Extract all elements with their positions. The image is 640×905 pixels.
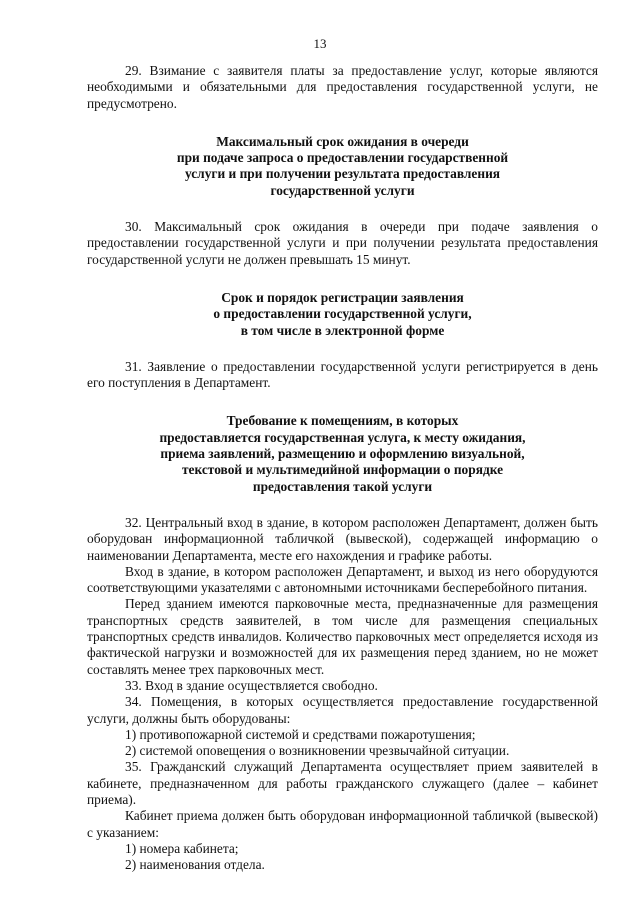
page-number: 13 (313, 36, 327, 51)
heading-line: предоставляется государственная услуга, к месту ожидания, (159, 429, 526, 445)
heading-line: о предоставлении государственной услуги, (213, 306, 472, 322)
heading-line: Требование к помещениям, в которых (226, 413, 459, 429)
document-body (87, 63, 598, 873)
heading-line: Срок и порядок регистрации заявления (221, 289, 464, 305)
list-item-35-1: 1) номера кабинета; (125, 840, 239, 856)
list-item-34-1: 1) противопожарной системой и средствами пожаротушения; (125, 726, 476, 742)
heading-line: Максимальный срок ожидания в очереди (216, 133, 469, 149)
heading-line: при подаче запроса о предоставлении государственной (176, 150, 509, 166)
heading-line: текстовой и мультимедийной информации о порядке (181, 462, 504, 478)
list-item-34-2: 2) системой оповещения о возникновении чрезвычайной ситуации. (125, 743, 510, 759)
paragraph-35: 35. Гражданский служащий Департамента осуществляет прием заявителей в кабинете, предназначенном для работы гражданского служащего (далее – кабинет приема). (87, 759, 598, 807)
paragraph-34: 34. Помещения, в которых осуществляется предоставление государственной услуги, должны быть оборудованы: (87, 694, 598, 726)
paragraph-35-sign: Кабинет приема должен быть оборудован информационной табличкой (вывеской) с указанием: (87, 808, 598, 840)
paragraph-33: 33. Вход в здание осуществляется свободно. (125, 677, 378, 693)
heading-line: приема заявлений, размещению и оформлению визуальной, (160, 446, 525, 462)
section-heading-registration (87, 290, 598, 339)
heading-line: услуги и при получении результата предоставления (184, 166, 501, 182)
section-heading-premises (87, 413, 598, 494)
heading-line: государственной услуги (270, 182, 415, 198)
paragraph-30: 30. Максимальный срок ожидания в очереди при подаче заявления о предоставлении государственной услуги и при получении результата предоставления государственной услуги не должен превышать 15 минут. (87, 219, 598, 267)
heading-line: в том числе в электронной форме (240, 322, 445, 338)
heading-line: предоставления такой услуги (252, 478, 433, 494)
paragraph-32-entrance: Вход в здание, в котором расположен Департамент, и выход из него оборудуются соответствующими указателями с автономными источниками бесперебойного питания. (87, 563, 598, 596)
section-heading-waiting-time (87, 134, 598, 199)
paragraph-32-parking: Перед зданием имеются парковочные места, предназначенные для размещения транспортных средств заявителей, в том числе для размещения специальных транспортных средств инвалидов. Количество парковочных мест определяется исходя из фактической нагрузки и возможностей для их размещения перед зданием, но не может составлять менее трех парковочных мест. (87, 596, 598, 677)
paragraph-31: 31. Заявление о предоставлении государственной услуги регистрируется в день его поступления в Департамент. (87, 358, 598, 391)
paragraph-29: 29. Взимание с заявителя платы за предоставление услуг, которые являются необходимыми и обязательными для предоставления государственной услуги, не предусмотрено. (87, 63, 598, 111)
list-item-35-2: 2) наименования отдела. (125, 857, 265, 873)
paragraph-32: 32. Центральный вход в здание, в котором расположен Департамент, должен быть оборудован информационной табличкой (вывеской), содержащей информацию о наименовании Департамента, месте его нахождения и графике работы. (87, 514, 598, 563)
